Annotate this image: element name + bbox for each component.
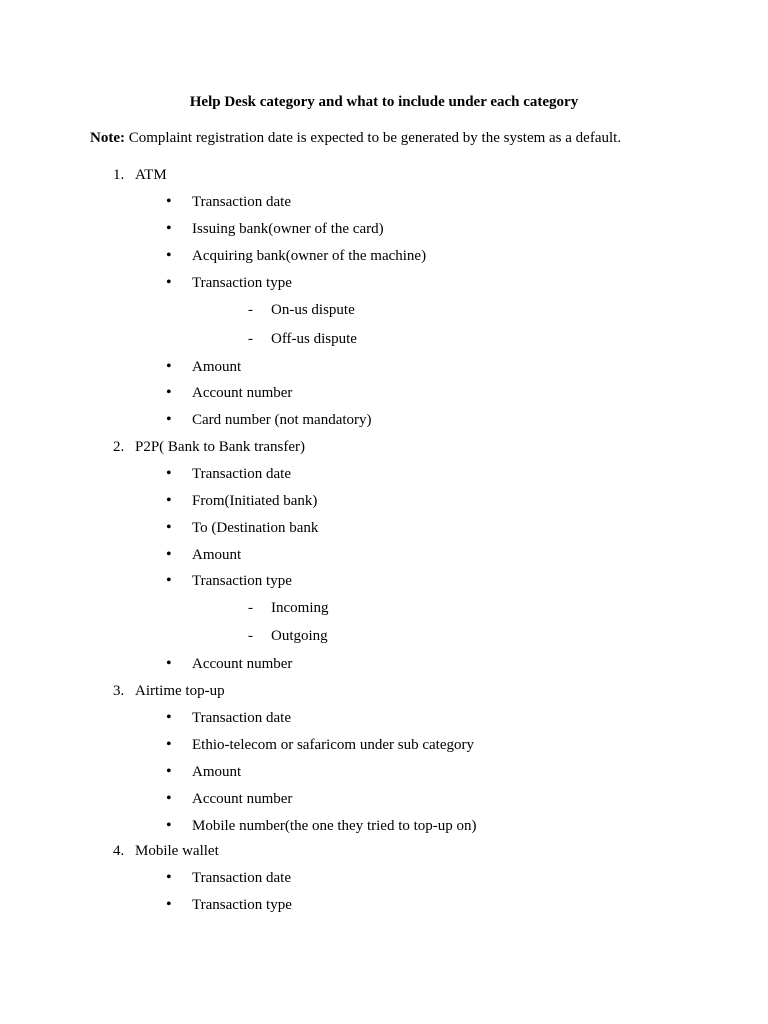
section-number: 1. [113,167,125,183]
sub-list-item-text: On-us dispute [271,302,355,318]
list-item-text: Issuing bank(owner of the card) [192,221,384,237]
section-number: 2. [113,439,125,455]
bullet-icon: • [166,763,172,780]
list-item-text: Mobile number(the one they tried to top-up on) [192,818,477,834]
list-item-text: Transaction type [192,897,292,913]
list-item-text: Transaction type [192,573,292,589]
sub-list-item-text: Off-us dispute [271,331,357,347]
bullet-icon: • [166,274,172,291]
sub-list-item-text: Outgoing [271,628,328,644]
bullet-icon: • [166,220,172,237]
bullet-icon: • [166,655,172,672]
list-item-text: From(Initiated bank) [192,493,318,509]
bullet-icon: • [166,790,172,807]
list-item-text: Account number [192,656,293,672]
bullet-icon: • [166,546,172,563]
bullet-icon: • [166,247,172,264]
bullet-icon: • [166,817,172,834]
list-item-text: Transaction date [192,194,292,210]
list-item-text: Ethio-telecom or safaricom under sub category [192,737,474,753]
section-title: Mobile wallet [135,843,219,859]
document-title: Help Desk category and what to include under each category [189,94,579,110]
section-title: P2P( Bank to Bank transfer) [135,439,305,455]
bullet-icon: • [166,465,172,482]
section-title: ATM [135,167,167,183]
bullet-icon: • [166,869,172,886]
bullet-icon: • [166,572,172,589]
dash-icon: - [248,302,253,318]
note-label: Note: [90,130,125,146]
bullet-icon: • [166,492,172,509]
bullet-icon: • [166,411,172,428]
bullet-icon: • [166,358,172,375]
dash-icon: - [248,600,253,616]
dash-icon: - [248,628,253,644]
list-item-text: Transaction date [192,710,292,726]
list-item-text: Amount [192,764,242,780]
list-item-text: Amount [192,547,242,563]
list-item-text: Transaction date [192,870,292,886]
bullet-icon: • [166,384,172,401]
bullet-icon: • [166,193,172,210]
bullet-icon: • [166,736,172,753]
bullet-icon: • [166,896,172,913]
list-item-text: Acquiring bank(owner of the machine) [192,248,427,264]
list-item-text: To (Destination bank [192,520,319,536]
section-number: 4. [113,843,125,859]
section-number: 3. [113,683,125,699]
sub-list-item-text: Incoming [271,600,329,616]
list-item-text: Card number (not mandatory) [192,412,372,428]
dash-icon: - [248,331,253,347]
bullet-icon: • [166,709,172,726]
note-paragraph [90,129,730,147]
note-text: Complaint registration date is expected to be generated by the system as a default. [124,130,622,146]
list-item-text: Transaction type [192,275,292,291]
bullet-icon: • [166,519,172,536]
list-item-text: Account number [192,791,293,807]
list-item-text: Transaction date [192,466,292,482]
list-item-text: Amount [192,359,242,375]
section-title: Airtime top-up [135,683,225,699]
list-item-text: Account number [192,385,293,401]
